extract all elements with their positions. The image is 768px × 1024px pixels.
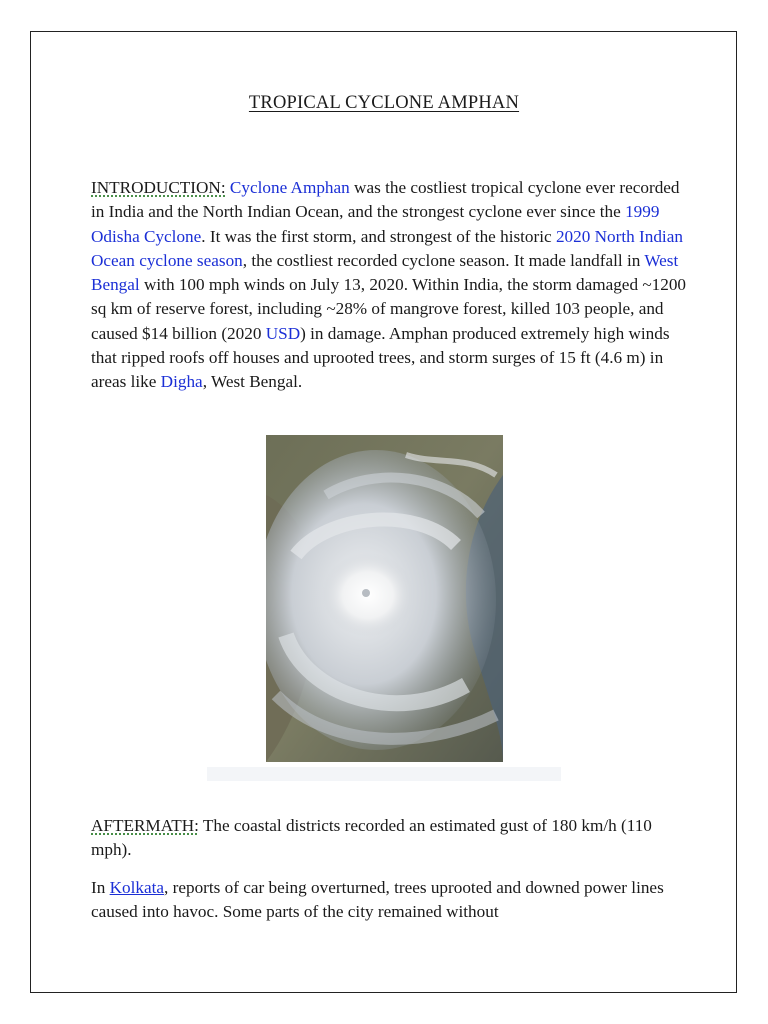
link-usd[interactable]: USD [265, 323, 301, 343]
link-odisha-cyclone[interactable]: 1999 Odisha Cyclone [91, 202, 660, 246]
text-run: , West Bengal. [202, 372, 303, 392]
link-cyclone-season[interactable]: 2020 North Indian Ocean cyclone season [91, 226, 683, 270]
aftermath-heading: AFTERMATH: [91, 816, 199, 835]
text-run: The coastal districts recorded an estimated gust of 180 km/h (110 mph). [91, 816, 652, 860]
text-run: was the costliest tropical cyclone ever recorded in India and the North Indian Ocean, and the strongest cyclone ever since the [91, 178, 680, 222]
image-caption-bar [207, 767, 561, 781]
cyclone-satellite-image [266, 435, 503, 762]
link-digha[interactable]: Digha [160, 372, 203, 392]
kolkata-paragraph [91, 876, 691, 925]
link-cyclone-amphan[interactable]: Cyclone Amphan [229, 178, 350, 197]
text-run: ) in damage. Amphan produced extremely high winds that ripped roofs off houses and uprooted trees, and storm surges of 15 ft (4.6 m) in areas like [91, 323, 670, 392]
introduction-paragraph [91, 176, 691, 395]
introduction-heading: INTRODUCTION: [91, 178, 226, 197]
text-run: . It was the first storm, and strongest of the historic [201, 226, 556, 246]
text-run: , the costliest recorded cyclone season. It made landfall in [242, 250, 645, 270]
link-kolkata[interactable]: Kolkata [109, 878, 165, 897]
aftermath-paragraph [91, 814, 691, 863]
text-run: with 100 mph winds on July 13, 2020. Within India, the storm damaged ~1200 sq km of reserve forest, including ~28% of mangrove forest, killed 103 people, and caused $14 billion (2020 [91, 275, 687, 343]
text-run: In [91, 878, 110, 897]
link-west-bengal[interactable]: West Bengal [91, 250, 679, 295]
cyclone-image-svg [266, 435, 503, 762]
text-run: , reports of car being overturned, trees uprooted and downed power lines caused into havoc. Some parts of the city remained without [91, 878, 664, 922]
document-title: TROPICAL CYCLONE AMPHAN [248, 93, 520, 113]
